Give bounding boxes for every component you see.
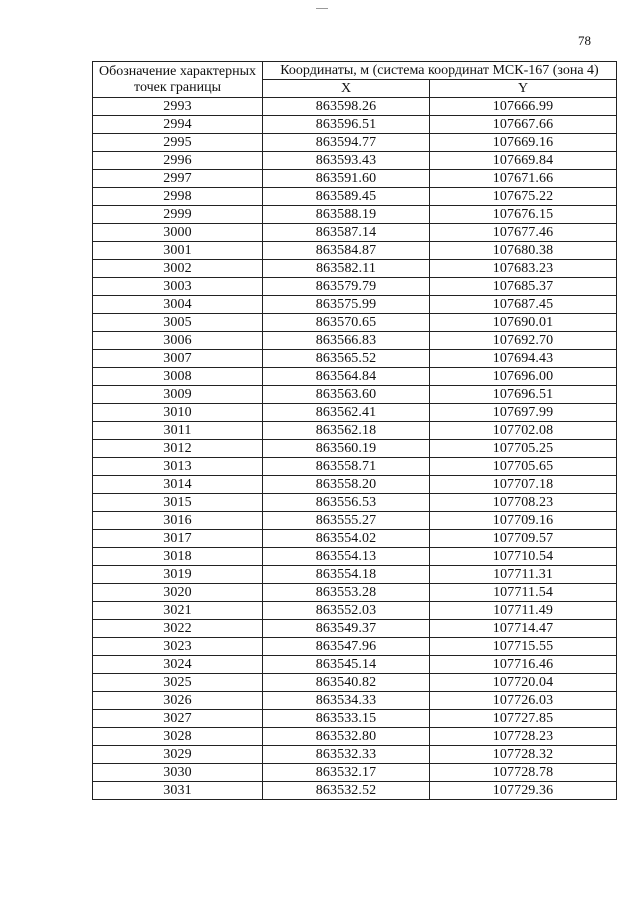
- x-cell: 863591.60: [263, 170, 430, 188]
- table-row: [93, 422, 617, 440]
- point-cell: 3030: [93, 764, 263, 782]
- y-cell: 107711.49: [430, 602, 617, 620]
- y-cell: 107728.78: [430, 764, 617, 782]
- point-cell: 3017: [93, 530, 263, 548]
- point-cell: 3028: [93, 728, 263, 746]
- x-cell: 863558.71: [263, 458, 430, 476]
- y-cell: 107710.54: [430, 548, 617, 566]
- x-cell: 863534.33: [263, 692, 430, 710]
- table-row: [93, 314, 617, 332]
- y-cell: 107676.15: [430, 206, 617, 224]
- x-cell: 863533.15: [263, 710, 430, 728]
- y-cell: 107716.46: [430, 656, 617, 674]
- y-cell: 107685.37: [430, 278, 617, 296]
- table-row: [93, 296, 617, 314]
- table-row: [93, 602, 617, 620]
- y-cell: 107696.00: [430, 368, 617, 386]
- point-cell: 3011: [93, 422, 263, 440]
- table-row: [93, 458, 617, 476]
- y-cell: 107729.36: [430, 782, 617, 800]
- y-cell: 107692.70: [430, 332, 617, 350]
- x-cell: 863545.14: [263, 656, 430, 674]
- point-cell: 3016: [93, 512, 263, 530]
- point-cell: 2997: [93, 170, 263, 188]
- table-body: [93, 98, 617, 800]
- x-cell: 863584.87: [263, 242, 430, 260]
- y-cell: 107667.66: [430, 116, 617, 134]
- point-cell: 3014: [93, 476, 263, 494]
- table-row: [93, 728, 617, 746]
- x-cell: 863540.82: [263, 674, 430, 692]
- table-row: [93, 566, 617, 584]
- y-cell: 107680.38: [430, 242, 617, 260]
- point-cell: 3006: [93, 332, 263, 350]
- point-cell: 3012: [93, 440, 263, 458]
- table-row: [93, 494, 617, 512]
- x-cell: 863593.43: [263, 152, 430, 170]
- y-cell: 107715.55: [430, 638, 617, 656]
- y-cell: 107720.04: [430, 674, 617, 692]
- coordinates-table: [92, 61, 617, 800]
- table-row: [93, 404, 617, 422]
- y-cell: 107669.84: [430, 152, 617, 170]
- table-row: [93, 152, 617, 170]
- x-cell: 863589.45: [263, 188, 430, 206]
- x-cell: 863552.03: [263, 602, 430, 620]
- x-cell: 863553.28: [263, 584, 430, 602]
- table-row: [93, 134, 617, 152]
- table-row: [93, 674, 617, 692]
- x-cell: 863560.19: [263, 440, 430, 458]
- x-cell: 863587.14: [263, 224, 430, 242]
- y-cell: 107683.23: [430, 260, 617, 278]
- table-row: [93, 350, 617, 368]
- table-row: [93, 548, 617, 566]
- x-cell: 863575.99: [263, 296, 430, 314]
- y-cell: 107708.23: [430, 494, 617, 512]
- x-cell: 863556.53: [263, 494, 430, 512]
- point-cell: 3018: [93, 548, 263, 566]
- y-cell: 107707.18: [430, 476, 617, 494]
- table-row: [93, 746, 617, 764]
- header-x: X: [263, 80, 430, 98]
- page-top-mark: [316, 8, 328, 9]
- point-cell: 3026: [93, 692, 263, 710]
- y-cell: 107728.23: [430, 728, 617, 746]
- point-cell: 3020: [93, 584, 263, 602]
- point-cell: 3031: [93, 782, 263, 800]
- point-cell: 2993: [93, 98, 263, 116]
- table-row: [93, 278, 617, 296]
- x-cell: 863594.77: [263, 134, 430, 152]
- table-row: [93, 656, 617, 674]
- table-row: [93, 368, 617, 386]
- page-number: 78: [578, 33, 591, 48]
- point-cell: 3022: [93, 620, 263, 638]
- x-cell: 863549.37: [263, 620, 430, 638]
- x-cell: 863565.52: [263, 350, 430, 368]
- point-cell: 3015: [93, 494, 263, 512]
- point-cell: 2996: [93, 152, 263, 170]
- y-cell: 107671.66: [430, 170, 617, 188]
- y-cell: 107726.03: [430, 692, 617, 710]
- y-cell: 107687.45: [430, 296, 617, 314]
- x-cell: 863558.20: [263, 476, 430, 494]
- y-cell: 107714.47: [430, 620, 617, 638]
- y-cell: 107694.43: [430, 350, 617, 368]
- table-row: [93, 530, 617, 548]
- point-cell: 3027: [93, 710, 263, 728]
- table-row: [93, 620, 617, 638]
- table-row: [93, 476, 617, 494]
- point-cell: 3008: [93, 368, 263, 386]
- table-row: [93, 386, 617, 404]
- x-cell: 863582.11: [263, 260, 430, 278]
- x-cell: 863598.26: [263, 98, 430, 116]
- x-cell: 863564.84: [263, 368, 430, 386]
- table-row: [93, 512, 617, 530]
- point-cell: 3004: [93, 296, 263, 314]
- table-row: [93, 638, 617, 656]
- point-cell: 3001: [93, 242, 263, 260]
- y-cell: 107677.46: [430, 224, 617, 242]
- y-cell: 107702.08: [430, 422, 617, 440]
- x-cell: 863555.27: [263, 512, 430, 530]
- y-cell: 107690.01: [430, 314, 617, 332]
- y-cell: 107697.99: [430, 404, 617, 422]
- table-row: [93, 764, 617, 782]
- y-cell: 107705.25: [430, 440, 617, 458]
- point-cell: 3007: [93, 350, 263, 368]
- point-cell: 3003: [93, 278, 263, 296]
- x-cell: 863532.52: [263, 782, 430, 800]
- table-row: [93, 170, 617, 188]
- table-row: [93, 782, 617, 800]
- table-row: [93, 98, 617, 116]
- x-cell: 863532.80: [263, 728, 430, 746]
- point-cell: 3025: [93, 674, 263, 692]
- x-cell: 863588.19: [263, 206, 430, 224]
- point-cell: 3000: [93, 224, 263, 242]
- y-cell: 107675.22: [430, 188, 617, 206]
- table-row: [93, 692, 617, 710]
- point-cell: 2994: [93, 116, 263, 134]
- table-row: [93, 710, 617, 728]
- table-row: [93, 260, 617, 278]
- x-cell: 863566.83: [263, 332, 430, 350]
- x-cell: 863562.18: [263, 422, 430, 440]
- x-cell: 863563.60: [263, 386, 430, 404]
- table-row: [93, 224, 617, 242]
- x-cell: 863562.41: [263, 404, 430, 422]
- point-cell: 3021: [93, 602, 263, 620]
- x-cell: 863554.18: [263, 566, 430, 584]
- point-cell: 3029: [93, 746, 263, 764]
- point-cell: 3023: [93, 638, 263, 656]
- table-row: [93, 584, 617, 602]
- y-cell: 107709.16: [430, 512, 617, 530]
- x-cell: 863532.33: [263, 746, 430, 764]
- y-cell: 107669.16: [430, 134, 617, 152]
- y-cell: 107711.31: [430, 566, 617, 584]
- point-cell: 3005: [93, 314, 263, 332]
- point-cell: 3009: [93, 386, 263, 404]
- x-cell: 863579.79: [263, 278, 430, 296]
- point-cell: 3002: [93, 260, 263, 278]
- point-cell: 3010: [93, 404, 263, 422]
- table-row: [93, 206, 617, 224]
- x-cell: 863532.17: [263, 764, 430, 782]
- point-cell: 2999: [93, 206, 263, 224]
- header-coordinates-group: Координаты, м (система координат МСК-167 (зона 4): [263, 62, 617, 80]
- point-cell: 3019: [93, 566, 263, 584]
- table-row: [93, 332, 617, 350]
- y-cell: 107727.85: [430, 710, 617, 728]
- header-y: Y: [430, 80, 617, 98]
- table-row: [93, 116, 617, 134]
- table-row: [93, 188, 617, 206]
- point-cell: 3013: [93, 458, 263, 476]
- x-cell: 863570.65: [263, 314, 430, 332]
- y-cell: 107696.51: [430, 386, 617, 404]
- table-row: [93, 440, 617, 458]
- x-cell: 863596.51: [263, 116, 430, 134]
- x-cell: 863554.13: [263, 548, 430, 566]
- y-cell: 107728.32: [430, 746, 617, 764]
- x-cell: 863547.96: [263, 638, 430, 656]
- point-cell: 2998: [93, 188, 263, 206]
- x-cell: 863554.02: [263, 530, 430, 548]
- y-cell: 107711.54: [430, 584, 617, 602]
- y-cell: 107709.57: [430, 530, 617, 548]
- point-cell: 2995: [93, 134, 263, 152]
- table-row: [93, 242, 617, 260]
- y-cell: 107666.99: [430, 98, 617, 116]
- point-cell: 3024: [93, 656, 263, 674]
- y-cell: 107705.65: [430, 458, 617, 476]
- header-point-designation: Обозначение характерных точек границы: [93, 62, 263, 98]
